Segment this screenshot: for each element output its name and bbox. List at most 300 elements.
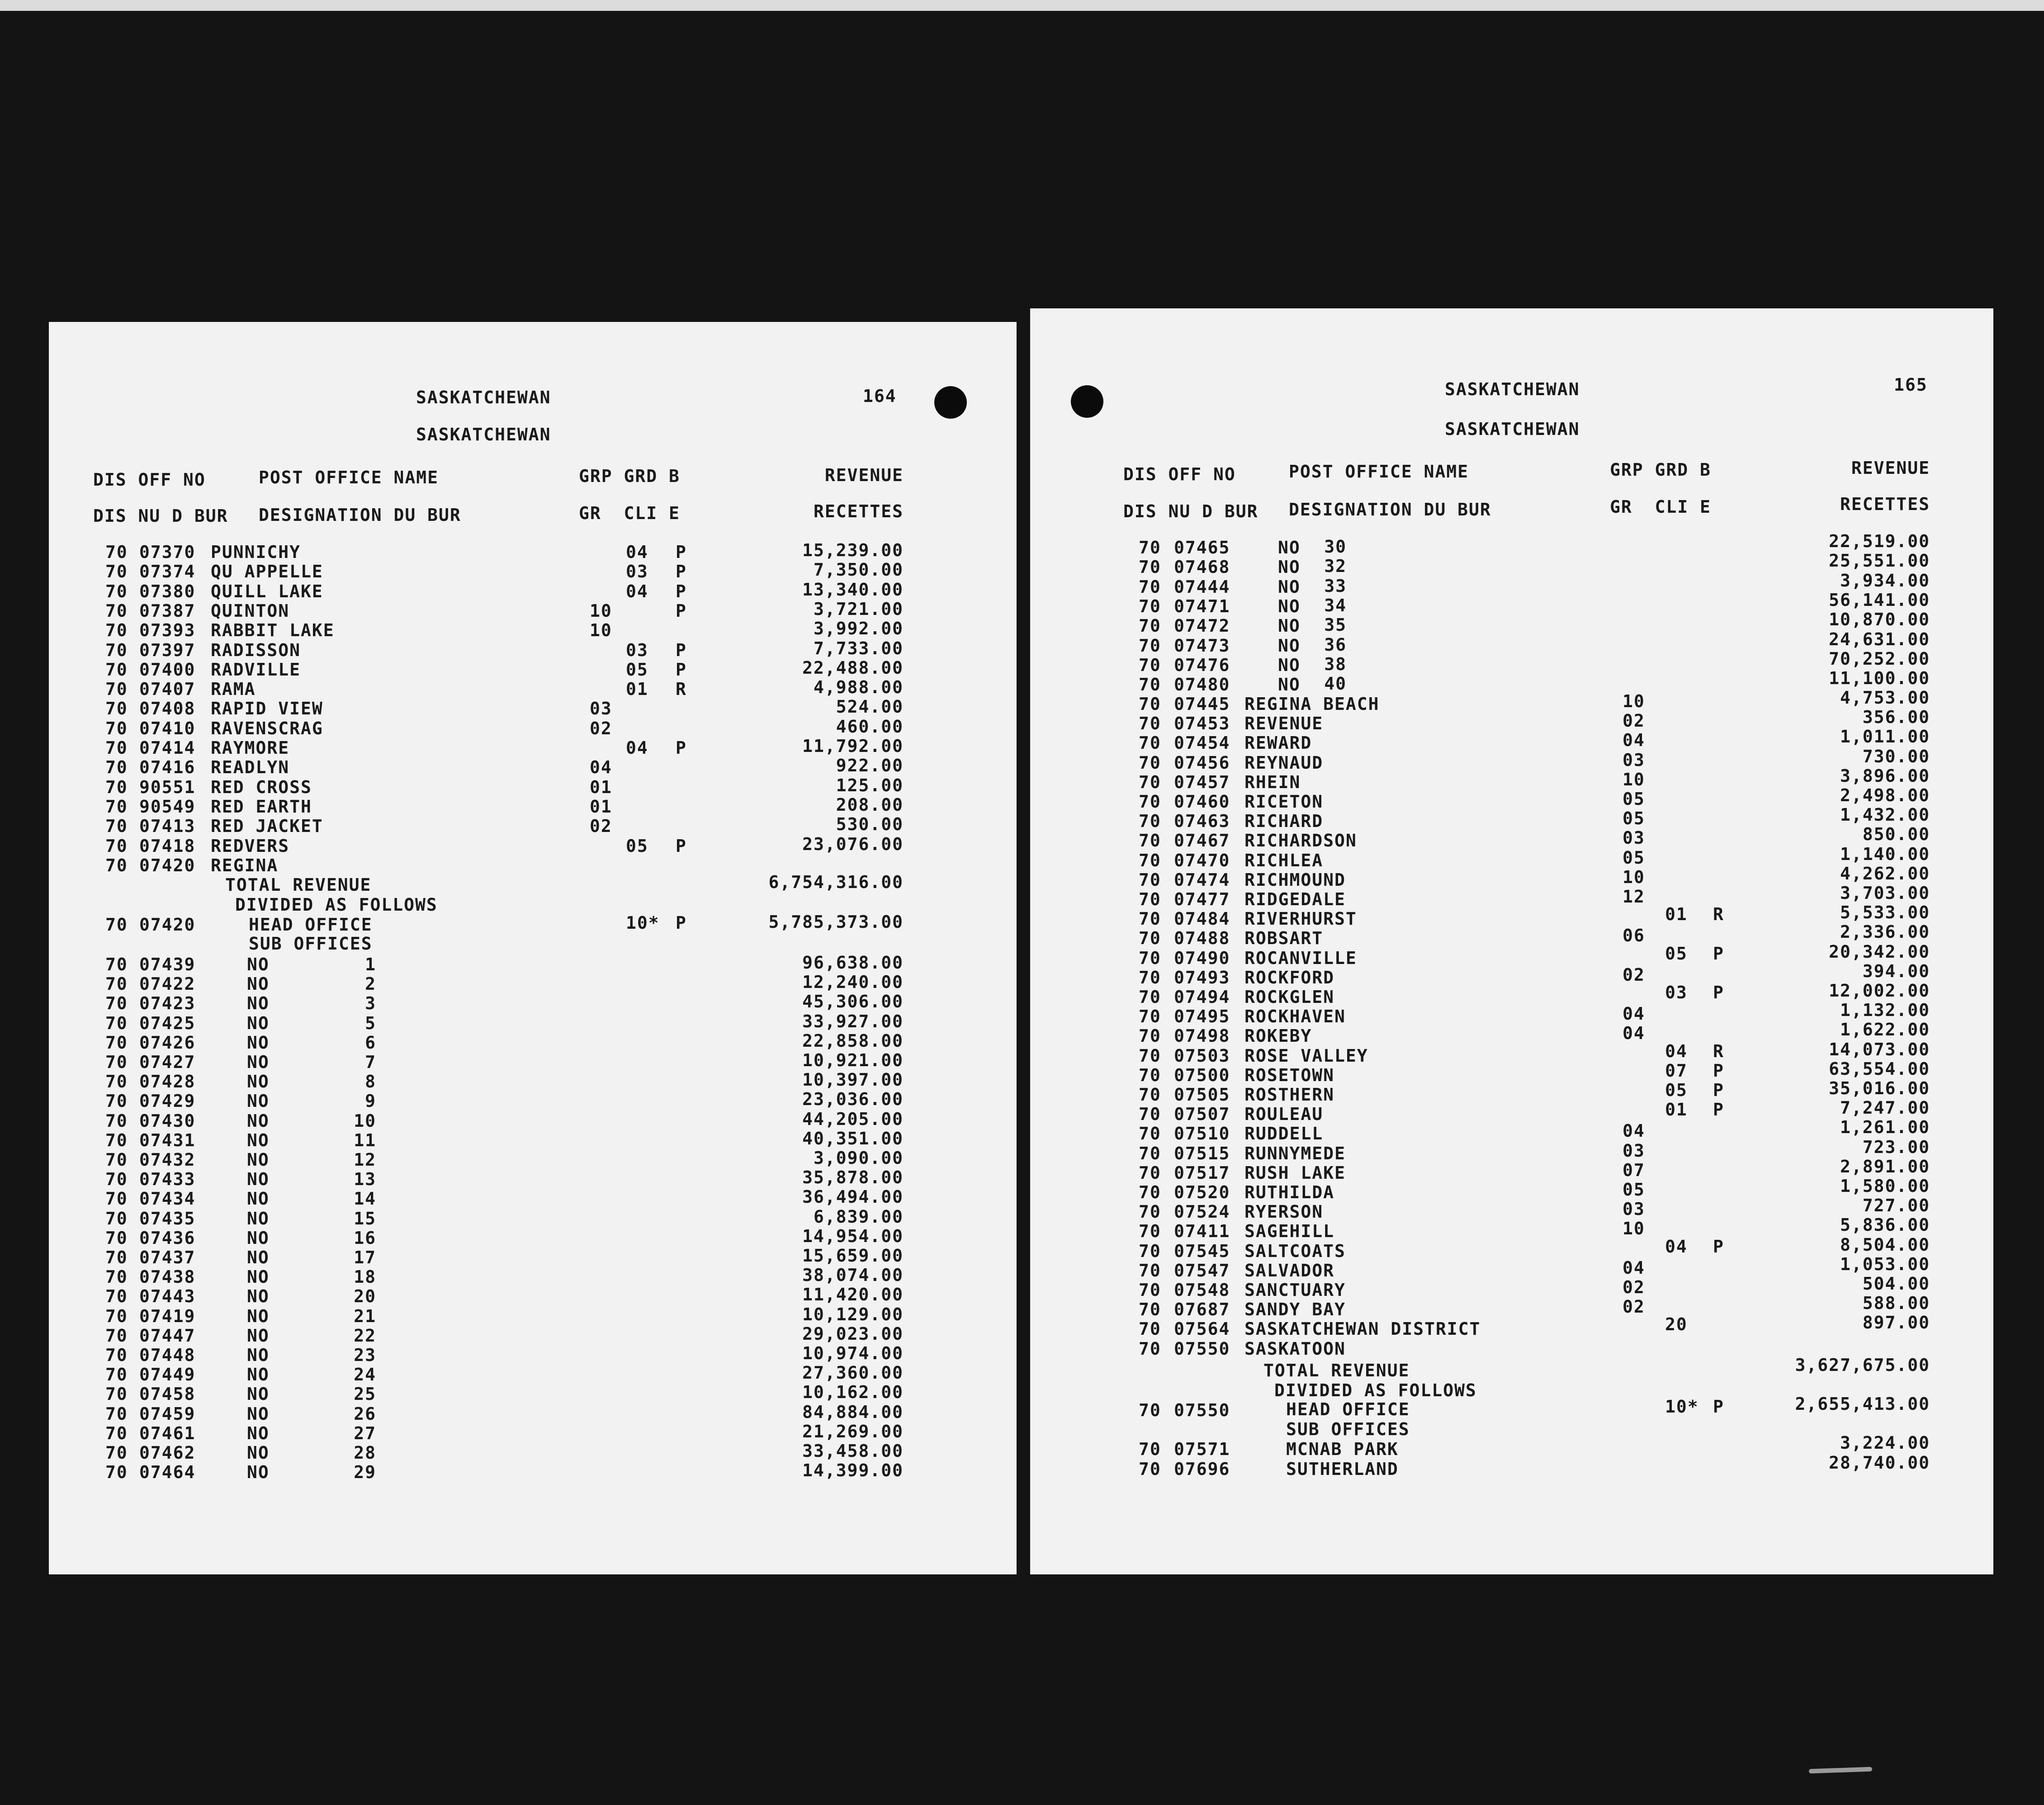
sub-office-prefix: NO (1278, 655, 1301, 675)
district-number: 70 (105, 659, 128, 680)
group-code: 02 (1623, 1297, 1645, 1317)
district-number: 70 (1139, 596, 1161, 616)
office-number: 07437 (139, 1247, 196, 1267)
district-number: 70 (105, 1208, 128, 1229)
district-number: 70 (105, 542, 128, 562)
col-header-name: POST OFFICE NAME (259, 468, 439, 487)
office-number: 07423 (139, 993, 196, 1014)
revenue-value: 10,397.00 (802, 1070, 904, 1090)
district-number: 70 (1139, 557, 1161, 577)
office-name: ROCKGLEN (1244, 987, 1335, 1007)
district-number: 70 (105, 581, 128, 601)
sub-office-prefix: NO (1278, 616, 1301, 636)
office-number: 07439 (139, 954, 196, 974)
group-code: 04 (1623, 730, 1645, 751)
office-number: 07473 (1174, 635, 1230, 656)
district-number: 70 (1139, 1338, 1161, 1359)
office-name: RADISSON (211, 640, 301, 660)
province-title-fr: SASKATCHEWAN (1445, 419, 1580, 439)
revenue-value: 10,921.00 (802, 1050, 904, 1070)
office-number: 07495 (1174, 1006, 1230, 1027)
district-number: 70 (1139, 1045, 1161, 1066)
sub-office-prefix: NO (247, 1052, 270, 1072)
revenue-value: 28,740.00 (1829, 1453, 1930, 1473)
head-office-grd: 10* (626, 913, 660, 933)
sub-office-prefix: NO (1278, 596, 1301, 616)
office-number: 07429 (139, 1091, 196, 1111)
office-number: 07550 (1174, 1338, 1230, 1359)
revenue-value: 14,399.00 (802, 1460, 904, 1481)
district-number: 70 (1139, 1162, 1161, 1183)
revenue-value: 530.00 (836, 814, 904, 835)
grade-code: 20 (1665, 1314, 1688, 1335)
district-number: 70 (1139, 752, 1161, 773)
revenue-value: 1,580.00 (1840, 1176, 1930, 1196)
district-number: 70 (105, 1228, 128, 1248)
group-code: 01 (590, 796, 612, 817)
district-number: 70 (1139, 811, 1161, 832)
group-code: 03 (590, 699, 612, 719)
revenue-value: 27,360.00 (802, 1363, 904, 1383)
office-number: 07461 (139, 1423, 196, 1443)
office-number: 90551 (139, 777, 196, 797)
sub-office-number: 13 (354, 1169, 376, 1190)
office-name: REGINA (211, 855, 279, 875)
group-code: 02 (1623, 711, 1645, 731)
office-number: 07484 (1174, 909, 1230, 929)
office-number: 07428 (139, 1072, 196, 1092)
office-number: 07459 (139, 1403, 196, 1424)
col-header-grp: GRP GRD B (579, 466, 680, 486)
revenue-value: 4,988.00 (813, 677, 904, 698)
sub-office-prefix: NO (247, 974, 270, 994)
sub-office-number: 34 (1324, 595, 1347, 615)
sub-office-number: 21 (354, 1306, 376, 1326)
district-number: 70 (1139, 616, 1161, 636)
sub-office-number: 38 (1324, 654, 1347, 674)
district-number: 70 (105, 796, 128, 817)
office-number: 07462 (139, 1443, 196, 1463)
sub-office-name: SUTHERLAND (1286, 1459, 1399, 1479)
revenue-value: 11,100.00 (1829, 668, 1930, 689)
office-name: REGINA BEACH (1244, 694, 1380, 714)
revenue-value: 3,090.00 (813, 1148, 904, 1168)
revenue-value: 1,011.00 (1840, 727, 1930, 747)
sub-office-number: 16 (354, 1228, 376, 1248)
revenue-value: 460.00 (836, 716, 904, 737)
group-code: 10 (1623, 769, 1645, 789)
district-number: 70 (105, 954, 128, 974)
sub-office-prefix: NO (247, 1110, 270, 1131)
revenue-value: 22,488.00 (802, 657, 904, 678)
grade-code: 04 (1665, 1041, 1688, 1061)
district-number: 70 (1139, 772, 1161, 792)
district-number: 70 (1139, 675, 1161, 695)
grade-code: 01 (1665, 904, 1688, 925)
office-name: SALVADOR (1244, 1260, 1335, 1281)
table-row (1030, 1117, 1993, 1145)
revenue-value: 208.00 (836, 794, 904, 815)
district-number: 70 (1139, 635, 1161, 656)
district-number: 70 (1139, 1260, 1161, 1281)
district-number: 70 (1139, 928, 1161, 949)
grade-code: 05 (1665, 1080, 1688, 1100)
punch-hole (934, 386, 967, 419)
revenue-value: 394.00 (1862, 961, 1930, 981)
table-row (1030, 688, 1993, 715)
district-number: 70 (1139, 948, 1161, 968)
office-number: 07400 (139, 659, 196, 680)
office-number: 07444 (1174, 576, 1230, 597)
col-header-off-no-fr: DIS NU D BUR (93, 506, 228, 526)
revenue-value: 70,252.00 (1829, 648, 1930, 669)
district-number: 70 (1139, 538, 1161, 558)
district-number: 70 (105, 679, 128, 699)
sub-office-name: MCNAB PARK (1286, 1439, 1399, 1459)
office-name: RADVILLE (211, 659, 301, 680)
sub-office-number: 24 (354, 1365, 376, 1385)
office-number: 07380 (139, 581, 196, 601)
office-name: RHEIN (1244, 772, 1301, 792)
revenue-value: 10,162.00 (802, 1382, 904, 1403)
col-header-off-no: DIS OFF NO (1123, 464, 1236, 484)
district-number: 70 (1139, 694, 1161, 714)
sub-office-prefix: NO (247, 1403, 270, 1424)
sub-office-prefix: NO (247, 1130, 270, 1150)
office-number: 07438 (139, 1267, 196, 1287)
revenue-value: 356.00 (1862, 707, 1930, 728)
group-code: 05 (1623, 789, 1645, 809)
group-code: 10 (590, 600, 612, 621)
revenue-value: 33,458.00 (802, 1441, 904, 1461)
office-name: RUTHILDA (1244, 1182, 1335, 1202)
office-number: 07422 (139, 974, 196, 994)
col-header-name-fr: DESIGNATION DU BUR (1289, 500, 1491, 520)
revenue-value: 44,205.00 (802, 1109, 904, 1129)
district-number: 70 (105, 777, 128, 797)
revenue-value: 35,878.00 (802, 1167, 904, 1188)
district-number: 70 (105, 1365, 128, 1385)
revenue-value: 96,638.00 (802, 953, 904, 973)
office-name: RED CROSS (211, 777, 312, 797)
right-page (1030, 308, 1993, 1574)
col-header-grp: GRP GRD B (1610, 460, 1711, 480)
b-code: P (676, 659, 687, 680)
office-number: 07427 (139, 1052, 196, 1072)
b-code: P (676, 542, 687, 562)
grade-code: 04 (626, 581, 648, 601)
revenue-value: 36,494.00 (802, 1187, 904, 1207)
district-number: 70 (105, 1130, 128, 1150)
group-code: 04 (1623, 1023, 1645, 1044)
office-number: 07477 (1174, 889, 1230, 909)
page-number: 164 (863, 386, 897, 406)
office-number: 07430 (139, 1110, 196, 1131)
revenue-value: 7,733.00 (813, 638, 904, 658)
office-number: 07436 (139, 1228, 196, 1248)
district-number: 70 (1139, 967, 1161, 988)
head-office-grd: 10* (1665, 1397, 1699, 1417)
district-number: 70 (105, 855, 128, 875)
revenue-value: 7,350.00 (813, 560, 904, 580)
sub-office-prefix: NO (1278, 675, 1301, 695)
office-name: SASKATCHEWAN DISTRICT (1244, 1319, 1481, 1339)
head-office-b: P (1713, 1397, 1724, 1417)
grade-code: 01 (1665, 1100, 1688, 1120)
head-office-b: P (676, 913, 687, 933)
office-name: SAGEHILL (1244, 1221, 1335, 1242)
top-film-edge (0, 0, 2044, 11)
district-number: 70 (105, 562, 128, 582)
b-code: P (1713, 1080, 1724, 1100)
sub-office-prefix: NO (247, 1325, 270, 1346)
revenue-value: 23,036.00 (802, 1089, 904, 1110)
office-number: 07545 (1174, 1241, 1230, 1261)
sub-offices-label: SUB OFFICES (249, 934, 373, 954)
office-number: 07548 (1174, 1280, 1230, 1300)
sub-office-number: 18 (354, 1267, 376, 1287)
sub-office-prefix: NO (1278, 538, 1301, 558)
revenue-value: 10,870.00 (1829, 610, 1930, 630)
col-header-revenue-fr: RECETTES (813, 501, 904, 521)
table-row (1030, 727, 1993, 754)
b-code: P (676, 836, 687, 856)
sub-office-prefix: NO (1278, 576, 1301, 597)
grade-code: 05 (626, 836, 648, 856)
office-number: 07458 (139, 1384, 196, 1404)
revenue-value: 12,240.00 (802, 972, 904, 992)
district-number: 70 (1139, 1104, 1161, 1125)
district-number: 70 (105, 1325, 128, 1346)
district-number: 70 (105, 620, 128, 641)
revenue-value: 125.00 (836, 775, 904, 795)
revenue-value: 3,721.00 (813, 599, 904, 619)
revenue-value: 45,306.00 (802, 992, 904, 1012)
district-number: 70 (1139, 655, 1161, 675)
revenue-value: 38,074.00 (802, 1265, 904, 1285)
office-number: 07470 (1174, 850, 1230, 870)
punch-hole (1071, 385, 1103, 418)
office-name: ROKEBY (1244, 1026, 1312, 1046)
sub-office-number: 6 (365, 1032, 376, 1053)
revenue-value: 2,891.00 (1840, 1156, 1930, 1177)
office-number: 07425 (139, 1013, 196, 1033)
district-number: 70 (105, 699, 128, 719)
office-name: RICHARD (1244, 811, 1324, 832)
total-revenue-value: 6,754,316.00 (768, 872, 904, 892)
grade-code: 03 (626, 562, 648, 582)
revenue-value: 723.00 (1862, 1137, 1930, 1157)
office-name: RED JACKET (211, 816, 323, 836)
district-number: 70 (1139, 850, 1161, 870)
district-number: 70 (105, 640, 128, 660)
col-header-name: POST OFFICE NAME (1289, 462, 1469, 482)
office-name: ROSETOWN (1244, 1065, 1335, 1085)
group-code: 10 (1623, 691, 1645, 711)
office-name: ROSTHERN (1244, 1085, 1335, 1105)
divided-label: DIVIDED AS FOLLOWS (1274, 1380, 1477, 1400)
office-name: RICHARDSON (1244, 831, 1357, 851)
sub-office-number: 28 (354, 1443, 376, 1463)
office-name: READLYN (211, 757, 290, 778)
head-office-label: HEAD OFFICE (249, 915, 373, 935)
province-title: SASKATCHEWAN (1445, 379, 1580, 399)
sub-office-number: 3 (365, 993, 376, 1014)
district-number: 70 (105, 718, 128, 738)
office-name: RYERSON (1244, 1202, 1324, 1222)
revenue-value: 504.00 (1862, 1274, 1930, 1294)
table-row (49, 834, 1017, 857)
sub-office-prefix: NO (247, 1013, 270, 1033)
office-number: 07453 (1174, 713, 1230, 734)
revenue-value: 3,224.00 (1840, 1433, 1930, 1453)
revenue-value: 727.00 (1862, 1195, 1930, 1216)
col-header-grp-fr: GR CLI E (579, 503, 680, 523)
grade-code: 04 (626, 542, 648, 562)
office-name: QUINTON (211, 600, 290, 621)
b-code: P (1713, 1236, 1724, 1257)
office-number: 07420 (139, 855, 196, 875)
district-number: 70 (105, 1462, 128, 1483)
revenue-value: 730.00 (1862, 746, 1930, 766)
group-code: 06 (1623, 926, 1645, 946)
office-name: REWARD (1244, 733, 1312, 753)
grade-code: 04 (626, 738, 648, 758)
revenue-value: 1,132.00 (1840, 1000, 1930, 1021)
sub-office-prefix: NO (247, 1345, 270, 1365)
revenue-value: 8,504.00 (1840, 1234, 1930, 1255)
sub-office-number: 11 (354, 1130, 376, 1150)
sub-office-prefix: NO (247, 1384, 270, 1404)
district-number: 70 (105, 1267, 128, 1287)
office-number: 07411 (1174, 1221, 1230, 1242)
office-number: 07457 (1174, 772, 1230, 792)
office-number: 07564 (1174, 1319, 1230, 1339)
group-code: 04 (590, 757, 612, 778)
district-number: 70 (1139, 1299, 1161, 1320)
sub-office-number: 25 (354, 1384, 376, 1404)
office-number: 90549 (139, 796, 196, 817)
office-number: 07493 (1174, 967, 1230, 988)
district-number: 70 (1139, 1085, 1161, 1105)
group-code: 04 (1623, 1257, 1645, 1278)
office-number: 07460 (1174, 792, 1230, 812)
revenue-value: 1,053.00 (1840, 1254, 1930, 1274)
office-number: 07387 (139, 600, 196, 621)
group-code: 01 (590, 777, 612, 797)
office-number: 07448 (139, 1345, 196, 1365)
grade-code: 03 (626, 640, 648, 660)
district-number: 70 (1139, 733, 1161, 753)
office-number: 07471 (1174, 596, 1230, 616)
col-header-revenue-fr: RECETTES (1840, 494, 1930, 514)
sub-office-number: 29 (354, 1462, 376, 1483)
film-scratch (1809, 1767, 1872, 1774)
group-code: 03 (1623, 750, 1645, 770)
b-code: P (676, 640, 687, 660)
revenue-value: 1,622.00 (1840, 1020, 1930, 1040)
b-code: P (676, 562, 687, 582)
head-office-off: 07420 (139, 915, 196, 935)
office-name: SALTCOATS (1244, 1241, 1346, 1261)
district-number: 70 (105, 1384, 128, 1404)
sub-office-number: 40 (1324, 674, 1347, 694)
revenue-value: 4,753.00 (1840, 688, 1930, 708)
revenue-value: 35,016.00 (1829, 1078, 1930, 1098)
office-number: 07370 (139, 542, 196, 562)
revenue-value: 56,141.00 (1829, 590, 1930, 610)
revenue-value: 15,239.00 (802, 540, 904, 560)
revenue-value: 22,858.00 (802, 1030, 904, 1051)
office-number: 07687 (1174, 1299, 1230, 1320)
district-number: 70 (105, 1052, 128, 1072)
revenue-value: 4,262.00 (1840, 863, 1930, 884)
group-code: 10 (1623, 867, 1645, 887)
revenue-value: 897.00 (1862, 1313, 1930, 1333)
head-office-dis: 70 (1139, 1400, 1161, 1420)
revenue-value: 3,896.00 (1840, 765, 1930, 786)
sub-office-prefix: NO (247, 1169, 270, 1190)
table-row (1030, 1254, 1993, 1282)
office-name: RUSH LAKE (1244, 1162, 1346, 1183)
district-number: 70 (1139, 792, 1161, 812)
office-number: 07414 (139, 738, 196, 758)
table-row (49, 1460, 1017, 1484)
office-number: 07474 (1174, 869, 1230, 890)
sub-office-number: 32 (1324, 556, 1347, 576)
sub-office-prefix: NO (247, 1306, 270, 1326)
office-name: RIDGEDALE (1244, 889, 1346, 909)
district-number: 70 (105, 1150, 128, 1170)
district-number: 70 (105, 993, 128, 1014)
revenue-value: 22,519.00 (1829, 531, 1930, 551)
office-number: 07447 (139, 1325, 196, 1346)
group-code: 02 (590, 718, 612, 738)
office-number: 07433 (139, 1169, 196, 1190)
revenue-value: 84,884.00 (802, 1402, 904, 1422)
office-number: 07393 (139, 620, 196, 641)
district-number: 70 (105, 836, 128, 856)
sub-office-prefix: NO (1278, 557, 1301, 577)
divided-label: DIVIDED AS FOLLOWS (235, 895, 438, 915)
office-name: RIVERHURST (1244, 909, 1357, 929)
district-number: 70 (105, 1110, 128, 1131)
col-header-revenue: REVENUE (1851, 458, 1930, 478)
office-name: RAPID VIEW (211, 699, 323, 719)
group-code: 05 (1623, 847, 1645, 868)
revenue-value: 14,073.00 (1829, 1039, 1930, 1059)
office-number: 07696 (1174, 1459, 1230, 1479)
total-revenue-value: 3,627,675.00 (1795, 1355, 1930, 1375)
office-name: SASKATOON (1244, 1338, 1346, 1359)
revenue-value: 7,247.00 (1840, 1098, 1930, 1118)
sub-office-number: 5 (365, 1013, 376, 1033)
table-row (1030, 805, 1993, 832)
revenue-value: 1,432.00 (1840, 805, 1930, 825)
revenue-value: 922.00 (836, 756, 904, 776)
office-number: 07571 (1174, 1439, 1230, 1459)
district-number: 70 (105, 1032, 128, 1053)
district-number: 70 (1139, 909, 1161, 929)
b-code: P (1713, 943, 1724, 964)
group-code: 04 (1623, 1121, 1645, 1141)
table-row (1030, 1313, 1993, 1340)
province-title-fr: SASKATCHEWAN (416, 425, 551, 444)
left-page (49, 322, 1017, 1574)
revenue-value: 3,934.00 (1840, 570, 1930, 591)
office-name: REDVERS (211, 836, 290, 856)
sub-office-number: 14 (354, 1189, 376, 1209)
